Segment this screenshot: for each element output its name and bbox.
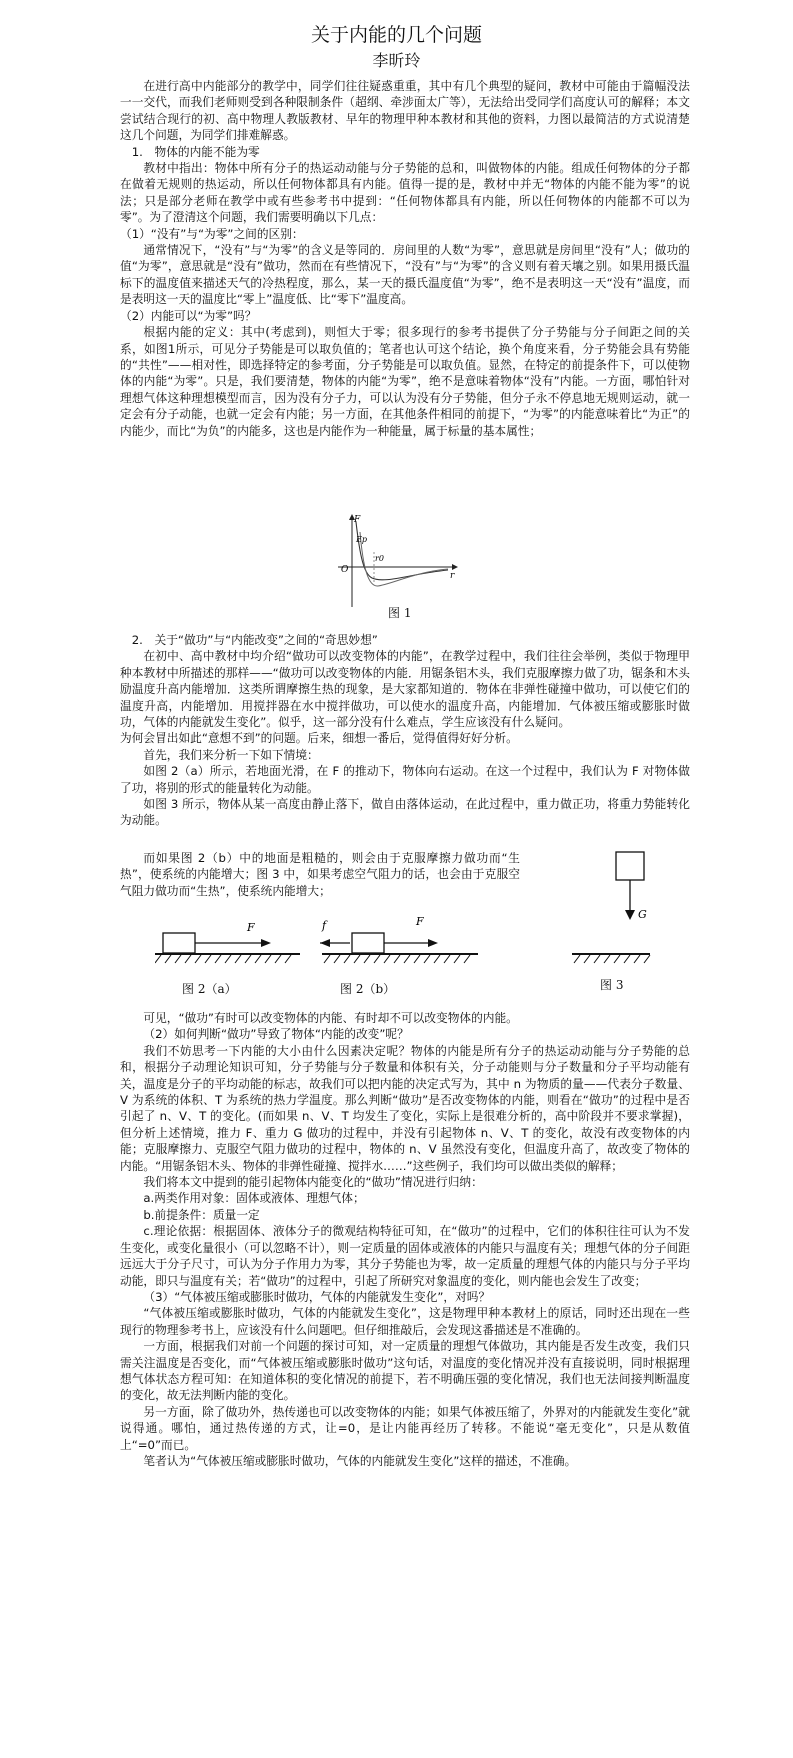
- section-2-heading: 2. 关于“做功”与“内能改变”之间的“奇思妙想”: [131, 633, 378, 647]
- paragraph: 如图 3 所示，物体从某一高度由静止落下，做自由落体运动，在此过程中，重力做正功，将重力势能转化为动能。: [120, 797, 690, 828]
- figure-3-caption: 图 3: [600, 978, 624, 992]
- section-2-text: [120, 632, 690, 829]
- figure-3-diagram: [600, 848, 670, 938]
- section-3-text: [120, 1010, 690, 1469]
- section-1-heading: 1. 物体的内能不能为零: [131, 144, 260, 159]
- paragraph: 我们将本文中提到的能引起物体内能变化的“做功”情况进行归纳：: [143, 1175, 483, 1190]
- paragraph: 另一方面，除了做功外，热传递也可以改变物体的内能；如果气体被压缩了，外界对的内能就发生变化”就说得通。哪怕，通过热传递的方式，让=0，是让内能再经历了转移。不能说“毫无变化”，只是从数值上“=0”而已。: [120, 1404, 690, 1452]
- figure-1-caption: 图 1: [388, 606, 412, 620]
- paragraph: 根据内能的定义：其中(考虑到)，则恒大于零；很多现行的参考书提供了分子势能与分子间距之间的关系，如图1所示，可见分子势能是可以取负值的；笔者也认可这个结论，换个角度来看，分子势能会具有势能的“共性”——相对性，即选择特定的参考面，分子势能是可以取负值。显然，在特定的前提条件下，可以使物体的内能“为零”。只是，我们要清楚，物体的内能“为零”，绝不是意味着物体“没有”内能。一方面，哪怕针对理想气体这种理想模型而言，因为没有分子力，可以认为没有分子势能，但分子永不停息地无规则运动，就一定会有分子动能，也就一定会有内能；另一方面，在其他条件相同的前提下，“为零”的内能意味着比“为正”的内能少，而比“为负”的内能多，这也是内能作为一种能量，属于标量的基本属性；: [120, 325, 690, 438]
- paragraph: 如图 2（a）所示，若地面光滑，在 F 的推动下，物体向右运动。在这一个过程中，我们认为 F 对物体做了功，将别的形式的能量转化为动能。: [120, 764, 690, 795]
- paragraph: 可见，“做功”有时可以改变物体的内能、有时却不可以改变物体的内能。: [143, 1011, 518, 1025]
- figure-1-plot: [330, 512, 460, 612]
- force-label: F: [416, 915, 424, 928]
- paragraph: 通常情况下，“没有”与“为零”的含义是等同的．房间里的人数“为零”，意思就是房间里“没有”人；做功的值“为零”，意思就是“没有”做功，然而在有些情况下，“没有”与“为零”的含义则有着天壤之别。如果用摄氏温标下的温度值来描述天气的冷热程度，那么，某一天的摄氏温度值“为零”，绝不是表明这一天“没有”温度，而是表明这一天的温度比“零上”温度低、比“零下”温度高。: [120, 243, 690, 307]
- force-label: F: [247, 921, 255, 934]
- list-item: a.两类作用对象：固体或液体、理想气体；: [143, 1191, 365, 1206]
- ep-label: Ep: [356, 535, 367, 544]
- figure-2b-diagram: [320, 915, 480, 970]
- intro-paragraph: 在进行高中内能部分的教学中，同学们往往疑惑重重，其中有几个典型的疑问，教材中可能由于篇幅没法一一交代，而我们老师则受到各种限制条件（超纲、牵涉面太广等），无法给出受同学们高度认可的解释；本文尝试结合现行的初、高中物理人教版教材、早年的物理甲种本教材和其他的资料，力图以最简洁的方式说清楚这几个问题，为同学们排难解惑。: [120, 79, 690, 143]
- section-2-text-wrapped: [120, 850, 520, 899]
- subheading: （1）“没有”与“为零”之间的区别：: [120, 226, 304, 241]
- paragraph: 在初中、高中教材中均介绍“做功可以改变物体的内能”，在教学过程中，我们往往会举例，类似于物理甲种本教材中所描述的那样——“做功可以改变物体的内能．用锯条铝木头，我们克服摩擦力做了功，锯条和木头励温度升高内能增加．这类所谓摩擦生热的现象，是大家都知道的．物体在非弹性碰撞中做功，可以使它们的温度升高，内能增加．用搅拌器在水中搅拌做功，可以使水的温度升高，内能增加．气体被压缩或膨胀时做功，气体的内能就发生变化”。似乎，这一部分没有什么难点，学生应该没有什么疑问。: [120, 649, 690, 730]
- paragraph: 首先，我们来分析一下如下情境：: [143, 747, 319, 762]
- paragraph: 为何会冒出如此“意想不到”的问题。后来，细想一番后，觉得值得好好分析。: [120, 731, 518, 746]
- list-item: b.前提条件：质量一定: [143, 1207, 260, 1222]
- paper-title: 关于内能的几个问题: [310, 24, 482, 46]
- paper-author: 李昕玲: [372, 51, 421, 70]
- gravity-label: G: [638, 908, 647, 921]
- paragraph: 一方面，根据我们对前一个问题的探讨可知，对一定质量的理想气体做功，其内能是否发生改变，我们只需关注温度是否变化，而“气体被压缩或膨胀时做功”这句话，对温度的变化情况并没有直接说明，同时根据理想气体状态方程可知：在知道体积的变化情况的前提下，若不明确压强的变化情况，我们也无法间接判断温度的变化，故无法判断内能的变化。: [120, 1339, 690, 1403]
- figure-2a-diagram: [155, 915, 305, 970]
- paragraph: “气体被压缩或膨胀时做功，气体的内能就发生变化”，这是物理甲种本教材上的原话，同时还出现在一些现行的物理参考书上，应该没有什么问题吧。但仔细推敲后，会发现这番描述是不准确的。: [120, 1306, 690, 1337]
- paragraph: 教材中指出：物体中所有分子的热运动动能与分子势能的总和，叫做物体的内能。组成任何物体的分子都在做着无规则的热运动，所以任何物体都具有内能。值得一提的是，教材中并无“物体的内能不能为零”的说法；只是部分老师在教学中或有些参考书中提到：“任何物体都具有内能，所以任何物体的内能都不可以为零”。为了澄清这个问题，我们需要明确以下几点：: [120, 161, 690, 225]
- figure-2b-caption: 图 2（b）: [340, 982, 396, 996]
- paragraph: 笔者认为“气体被压缩或膨胀时做功，气体的内能就发生变化”这样的描述，不准确。: [143, 1453, 577, 1468]
- subheading: （2）如何判断“做功”导致了物体“内能的改变”呢？: [143, 1027, 409, 1042]
- subheading: （3）“气体被压缩或膨胀时做功，气体的内能就发生变化”，对吗？: [143, 1289, 491, 1304]
- section-1-text: [120, 78, 690, 439]
- list-item: c.理论依据：根据固体、液体分子的微观结构特征可知，在“做功”的过程中，它们的体积往往可认为不发生变化，或变化量很小（可以忽略不计），则一定质量的固体或液体的内能只与温度有关；理想气体的分子间距远远大于分子尺寸，可认为分子作用力为零，其分子势能也为零，故一定质量的理想气体的内能只与分子平均动能，即只与温度有关；若“做功”的过程中，引起了所研究对象温度的变化，则内能也会发生了改变；: [120, 1224, 690, 1288]
- figure-3-ground: [572, 945, 652, 965]
- r-axis-label: r: [450, 571, 455, 581]
- paragraph: 而如果图 2（b）中的地面是粗糙的，则会由于克服摩擦力做功而“生热”，使系统的内能增大；图 3 中，如果考虑空气阻力的话，也会由于克服空气阻力做功而“生热”，使系统内能增大；: [120, 851, 520, 898]
- figure-2a-caption: 图 2（a）: [182, 982, 237, 996]
- subheading: （2）内能可以“为零”吗？: [120, 308, 257, 323]
- paragraph: 我们不妨思考一下内能的大小由什么因素决定呢？物体的内能是所有分子的热运动动能与分子势能的总和，根据分子动理论知识可知，分子势能与分子数量和体积有关，分子动能则与分子数量和分子平均动能有关，温度是分子的平均动能的标志，故我们可以把内能的决定式写为，其中 n 为物质的量——代表分子数量、V 为系统的体积、T 为系统的热力学温度。那么判断“做功”是否改变物体的内能，则看在“做功”的过程中是否引起了 n、V、T 的变化。(而如果 n、V、T 均发生了变化，实际上是很难分析的，高中阶段并不要求掌握)，但分析上述情境，推力 F、重力 G 做功的过程中，并没有引起物体 n、V、T 的变化，故没有改变物体的内能；克服摩擦力、克服空气阻力做功的过程中，物体的 n、V 虽然没有变化，但温度升高了，故改变了物体的内能。“用锯条铝木头、物体的非弹性碰撞、搅拌水……”这些例子，我们均可以做出类似的解释；: [120, 1043, 690, 1173]
- r0-label: r0: [375, 554, 384, 563]
- origin-label: O: [341, 565, 349, 575]
- f-axis-label: F: [354, 515, 361, 525]
- friction-label: f: [322, 919, 327, 932]
